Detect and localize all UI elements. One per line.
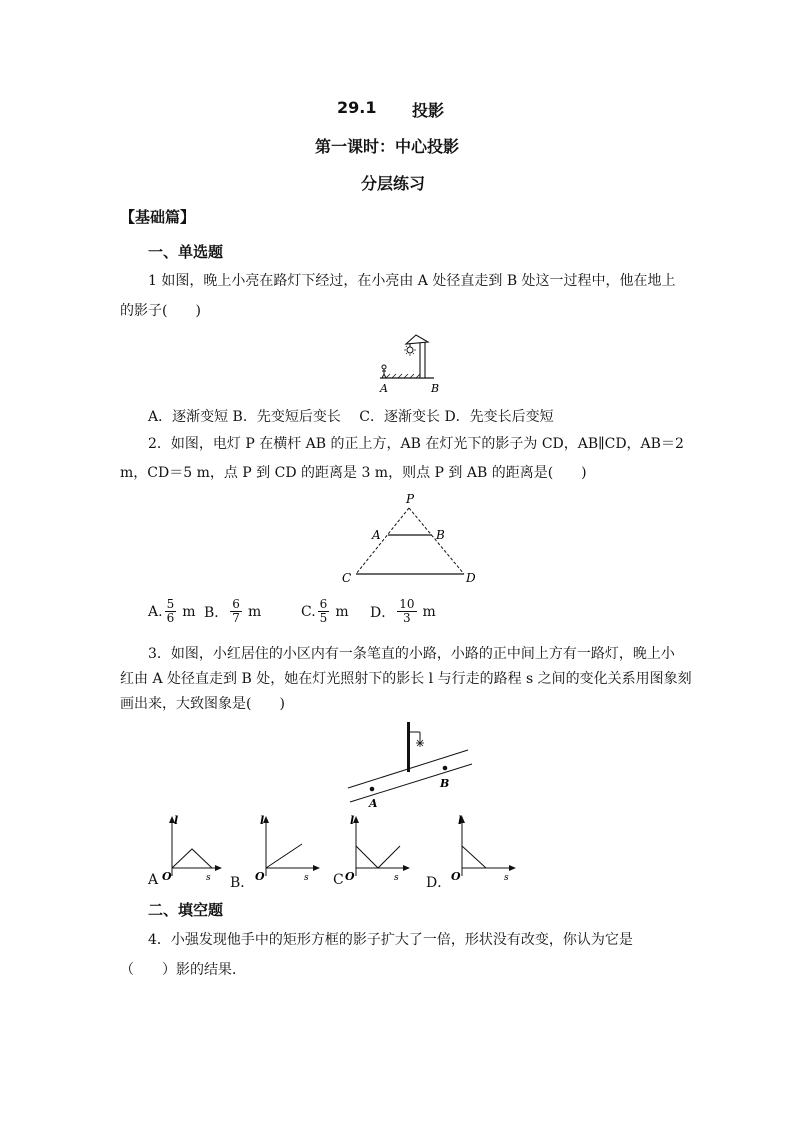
section-fill-blank: 二、填空题 [148,901,224,919]
q2-option-b-num: 6 [232,597,240,611]
section-basic: 【基础篇】 [120,208,196,226]
section-single-choice: 一、单选题 [148,243,224,261]
q2-option-c-label: C. [301,603,316,620]
q2-label-c: C [342,571,352,585]
q4-line1: 4．小强发现他手中的矩形方框的影子扩大了一倍，形状没有改变，你认为它是 [148,932,633,948]
q3-graph-a [156,812,224,884]
title-number: 29.1 [337,98,377,117]
q2-label-d: D [466,571,476,585]
q2-option-a-fraction [165,598,177,625]
q1-options: A．逐渐变短 B．先变短后变长 C．逐渐变长 D．先变长后变短 [148,409,554,425]
q2-line2: m，CD＝5 m，点 P 到 CD 的距离是 3 m，则点 P 到 AB 的距离是( ) [120,465,587,481]
q3-graph-d [446,812,518,884]
q3-line2: 红由 A 处径直走到 B 处，她在灯光照射下的影长 l 与行走的路程 s 之间的变化关系用图象刻 [120,671,692,687]
q1-streetlight-figure [372,330,442,400]
q3-graph-c-axis-s: s [394,873,399,883]
q2-option-c-num: 6 [319,597,328,611]
q2-option-d-fraction [397,598,416,625]
q2-option-a-num: 5 [166,597,175,611]
q3-graph-c-origin: O [345,870,355,883]
q3-option-d-label: D． [426,875,452,891]
q3-line3: 画出来，大致图象是( ) [120,696,285,712]
q2-option-b-unit: m [247,603,262,620]
q2-option-b [204,598,261,625]
q4-line2: （ ）影的结果． [120,962,246,978]
q3-graph-a-origin: O [162,870,172,883]
q2-lamp-figure [336,490,486,590]
q3-graph-b-axis-l: l [260,814,265,827]
q2-option-c [301,598,349,625]
q2-option-a-den: 6 [166,611,175,625]
q2-line1: 2．如图，电灯 P 在横杆 AB 的正上方，AB 在灯光下的影子为 CD，AB∥CD，AB＝2 [148,436,684,452]
q2-option-b-fraction [230,598,242,625]
q2-option-a-unit: m [182,603,196,620]
q2-option-c-fraction [318,598,330,625]
q3-road-figure [344,716,478,814]
q3-graph-a-axis-s: s [206,873,211,883]
q2-option-a [148,598,195,625]
q3-graph-a-axis-l: l [174,814,179,827]
q3-graph-d-axis-s: s [504,873,509,883]
q2-option-d-label: D． [370,604,396,621]
q3-graph-c-axis-l: l [350,814,355,827]
q3-graph-d-axis-l: l [458,814,463,827]
q1-label-b: B [431,382,440,395]
q1-line2: 的影子( ) [120,303,201,319]
q2-option-c-den: 5 [319,611,328,625]
q2-option-c-unit: m [335,603,349,620]
q3-graph-b-axis-s: s [304,873,309,883]
q2-option-d [370,598,436,625]
q2-option-b-den: 7 [232,611,240,625]
q3-graph-b-origin: O [255,870,265,883]
q3-option-c-label: C [333,872,344,888]
q2-option-a-label: A. [148,603,163,620]
subtitle-layered-practice: 分层练习 [361,174,426,193]
q2-label-p: P [406,492,415,506]
subtitle: 第一课时：中心投影 [315,137,460,156]
q2-label-a: A [372,528,381,542]
q2-option-d-unit: m [422,603,436,620]
q3-graph-c [340,812,412,884]
q3-option-a-label: A [148,872,159,888]
q3-graph-b [250,812,322,884]
q3-label-b: B [440,777,450,790]
q1-label-a: A [380,382,388,395]
q3-line1: 3．如图，小红居住的小区内有一条笔直的小路，小路的正中间上方有一路灯，晚上小 [148,646,675,662]
q2-option-d-den: 3 [403,611,411,625]
q3-label-a: A [369,797,378,810]
q2-label-b: B [436,528,445,542]
q3-graph-d-origin: O [451,870,461,883]
title-word: 投影 [412,101,445,120]
q2-option-b-label: B． [204,604,229,621]
q3-option-b-label: B． [230,875,255,891]
q2-option-d-num: 10 [399,597,415,611]
q1-line1: 1 如图，晚上小亮在路灯下经过，在小亮由 A 处径直走到 B 处这一过程中，他在地上 [148,273,676,289]
